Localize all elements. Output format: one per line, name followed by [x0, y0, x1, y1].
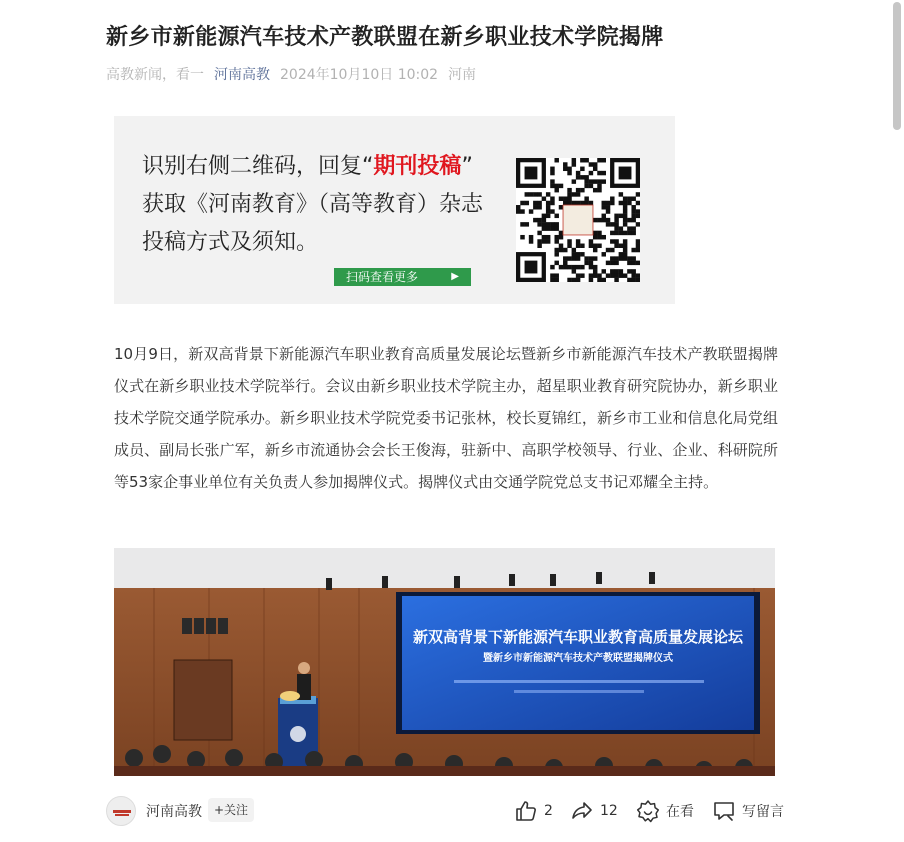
- qr-code: [516, 158, 640, 282]
- thumbs-up-icon: [514, 799, 538, 823]
- promo-line-2: 获取《河南教育》（高等教育）杂志: [142, 192, 484, 217]
- event-photo[interactable]: [114, 548, 775, 776]
- wow-label: 在看: [666, 804, 694, 820]
- comment-label: 写留言: [742, 804, 784, 820]
- promo-line-1: 识别右侧二维码，回复“期刊投稿”: [142, 154, 473, 179]
- article-source: 高教新闻，看一: [106, 67, 204, 83]
- screen-subtitle: 暨新乡市新能源汽车技术产教联盟揭牌仪式: [483, 653, 673, 664]
- article-body: 10月9日，新双高背景下新能源汽车职业教育高质量发展论坛暨新乡市新能源汽车技术产教联盟揭牌仪式在新乡职业技术学院举行。会议由新乡职业技术学院主办，超星职业教育研究院协办，新乡职业技术学院交通学院承办。新乡职业技术学院党委书记张林，校长夏锦红，新乡市工业和信息化局党组成员、副局长张广军，新乡市流通协会会长王俊海，驻新中、高职学校领导、行业、企业、科研院所等53家企事业单位有关负责人参加揭牌仪式。揭牌仪式由交通学院党总支书记邓耀全主持。: [114, 345, 778, 491]
- promo-text: [142, 148, 483, 262]
- like-button[interactable]: [514, 798, 553, 824]
- wow-flower-icon: [636, 799, 660, 823]
- share-arrow-icon: [570, 799, 594, 823]
- account-name[interactable]: 河南高教: [146, 804, 202, 820]
- share-count: 12: [600, 803, 618, 819]
- play-triangle-icon: ▶: [451, 271, 459, 282]
- account-avatar[interactable]: [106, 796, 136, 826]
- account-link[interactable]: 河南高教: [214, 67, 270, 83]
- promo-highlight: 期刊投稿: [373, 154, 462, 179]
- bottom-action-bar: [0, 776, 904, 842]
- promo-banner[interactable]: [114, 116, 675, 304]
- article-meta: [106, 64, 476, 84]
- like-count: 2: [544, 803, 553, 819]
- article-title: 新乡市新能源汽车技术产教联盟在新乡职业技术学院揭牌: [106, 25, 664, 50]
- publish-datetime: 2024年10月10日 10:02: [280, 67, 439, 83]
- event-photo-drawing: [114, 548, 775, 776]
- publish-location: 河南: [448, 67, 477, 83]
- scan-more-button[interactable]: 扫码查看更多 ▶: [334, 268, 471, 286]
- wow-button[interactable]: [636, 798, 694, 824]
- promo-line-3: 投稿方式及须知。: [142, 230, 319, 255]
- comment-bubble-icon: [712, 799, 736, 823]
- scrollbar-thumb[interactable]: [893, 2, 901, 130]
- share-button[interactable]: [570, 798, 618, 824]
- comment-button[interactable]: [712, 798, 784, 824]
- screen-title: 新双高背景下新能源汽车职业教育高质量发展论坛: [412, 629, 744, 646]
- follow-button[interactable]: +关注: [208, 798, 254, 822]
